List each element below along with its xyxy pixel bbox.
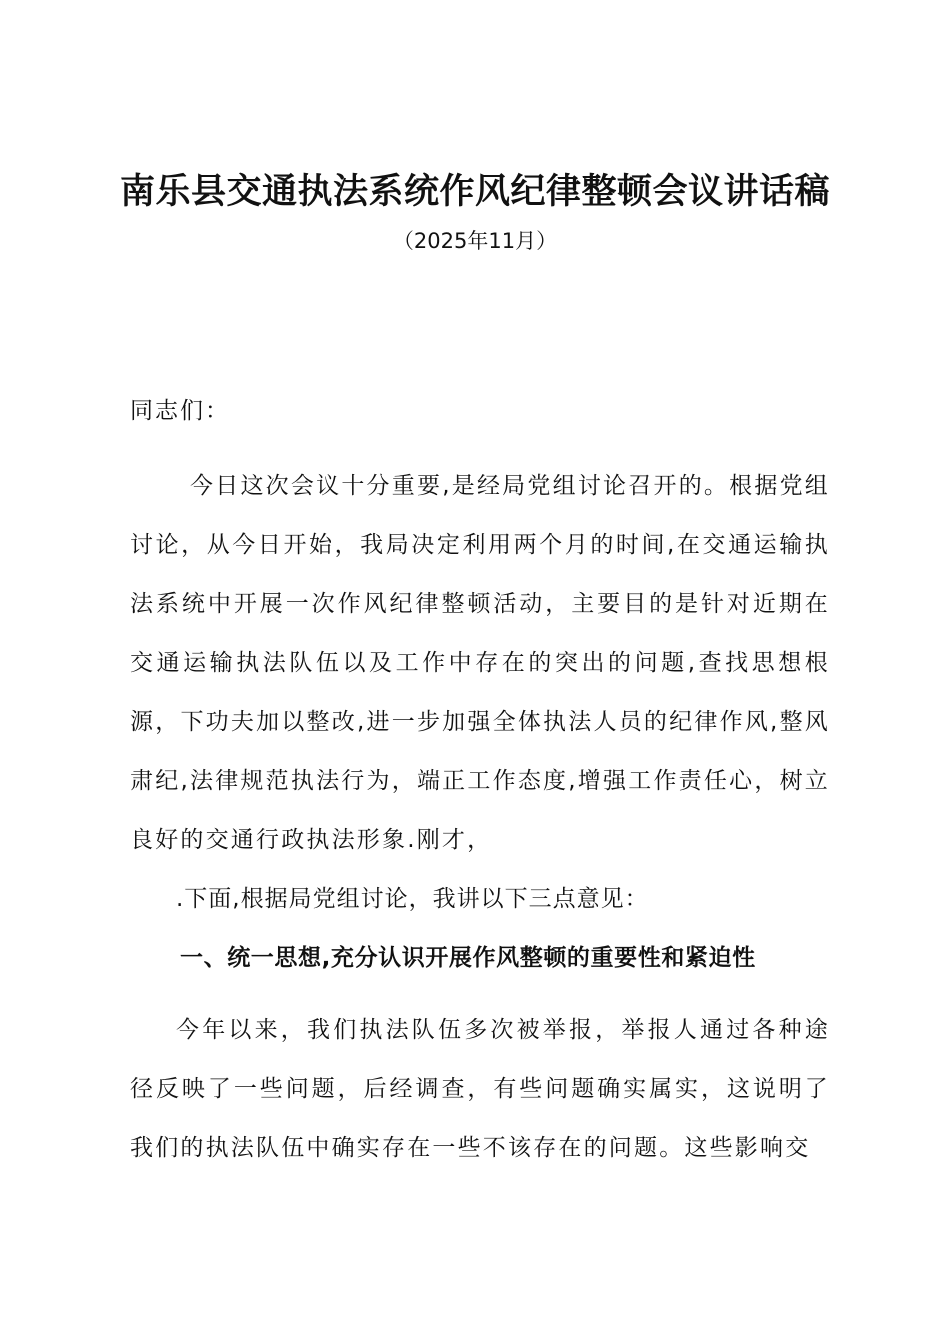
paragraph-transition: .下面,根据局党组讨论，我讲以下三点意见：	[176, 886, 649, 912]
salutation: 同志们：	[130, 398, 230, 424]
document-title: 南乐县交通执法系统作风纪律整顿会议讲话稿	[119, 171, 830, 212]
section-heading-1: 一、统一思想,充分认识开展作风整顿的重要性和紧迫性	[180, 945, 756, 971]
document-date: （2025年11月）	[392, 229, 558, 253]
paragraph-intro: 今日这次会议十分重要,是经局党组讨论召开的。根据党组讨论，从今日开始，我局决定利用两个月的时间,在交通运输执法系统中开展一次作风纪律整顿活动，主要目的是针对近期在交通运输执法队伍以及工作中存在的突出的问题,查找思想根源，下功夫加以整改,进一步加强全体执法人员的纪律作风,整风肃纪,法律规范执法行为，端正工作态度,增强工作责任心，树立良好的交通行政执法形象.刚才，	[130, 473, 830, 853]
paragraph-section-1: 今年以来，我们执法队伍多次被举报，举报人通过各种途径反映了一些问题，后经调查，有些问题确实属实，这说明了我们的执法队伍中确实存在一些不该存在的问题。这些影响交	[130, 1017, 830, 1161]
